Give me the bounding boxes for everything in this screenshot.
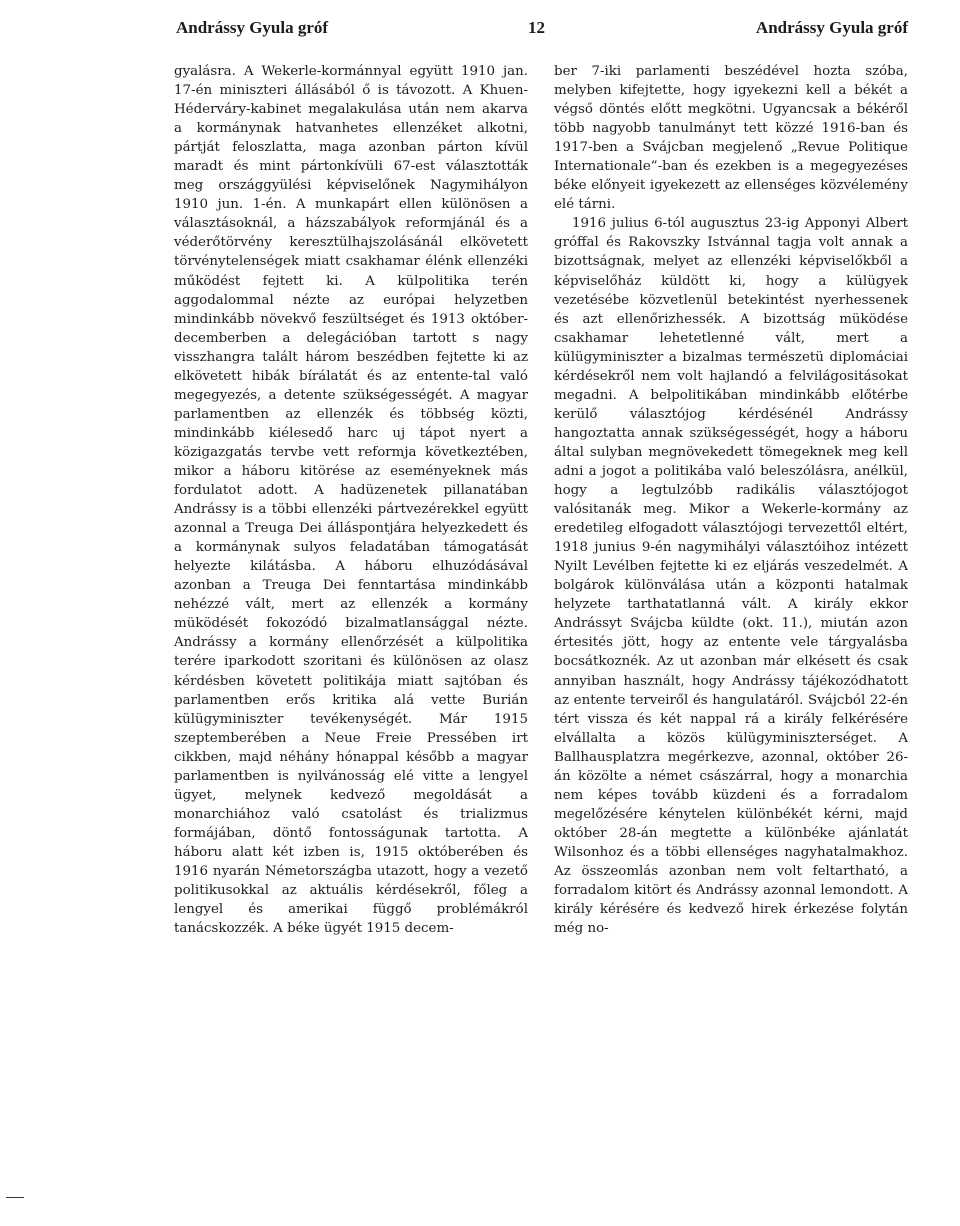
scan-artifact-mark <box>6 1197 24 1198</box>
left-column <box>174 62 528 1202</box>
header-left-title: Andrássy Gyula gróf <box>176 18 329 37</box>
running-header <box>0 18 960 44</box>
header-right-title: Andrássy Gyula gróf <box>755 18 908 37</box>
right-column <box>554 62 908 1202</box>
paragraph: ber 7-iki parlamenti beszédével hozta szóba, melyben kifejtette, hogy igyekezni kell a békét a végső döntés előtt megkötni. Ugyancsak a békéről több nagyobb tanulmányt tett közzé 1916-ban és 1917-ben a Svájcban megjelenő „Revue Politique Internationale”-ban és ezekben is a megegyezéses béke előnyeit igyekezett az ellenséges közvélemény elé tárni. <box>554 64 908 213</box>
paragraph: gyalásra. A Wekerle-kormánnyal együtt 1910 jan. 17-én miniszteri állásából ő is távozott. A Khuen-Héderváry-kabinet megalakulása után nem akarva a kormánynak hatvanhetes ellenzéket alkotni, pártját feloszlatta, maga azonban párton kívül maradt és mint pártonkívüli 67-est választották meg országgyülési képviselőnek Nagymihályon 1910 jun. 1-én. A munkapárt ellen különösen a választásoknál, a házszabályok reformjánál és a véderőtörvény keresztülhajszolásánál elkövetett törvénytelenségek miatt csakhamar élénk ellenzéki működést fejtett ki. A külpolitika terén aggodalommal nézte az európai helyzetben mindinkább növekvő feszültséget és 1913 október-decemberben a delegációban tartott s nagy visszhangra talált három beszédben fejtette ki az elkövetett hibák bírálatát és az entente-tal való megegyezés, a detente szükségességét. A magyar parlamentben az ellenzék és többség közti, mindinkább kiélesedő harc uj tápot nyert a közigazgatás tervbe vett reformja következtében, mikor a háboru kitörése az eseményeknek más fordulatot adott. A hadüzenetek pillanatában Andrássy is a többi ellenzéki pártvezérekkel együtt azonnal a Treuga Dei álláspontjára helyezkedett és a kormánynak sulyos feladatában támogatását helyezte kilátásba. A háboru elhuzódásával azonban a Treuga Dei fenntartása mindinkább nehézzé vált, mert az ellenzék a kormány müködését fokozódó bizalmatlansággal nézte. Andrássy a kormány ellenőrzését a külpolitika terére iparkodott szoritani és különösen az olasz kérdésben követett politikája miatt sajtóban és parlamentben erős kritika alá vette Burián külügyminiszter tevékenységét. Már 1915 szeptemberében a Neue Freie Pressében irt cikkben, majd néhány hónappal később a magyar parlamentben is nyilvánosság elé vitte a lengyel ügyet, melynek kedvező megoldását a monarchiához való csatolást és trializmus formájában, döntő fontosságunak tartotta. A háboru alatt két izben is, 1915 októberében és 1916 nyarán Németországba utazott, hogy a vezető politikusokkal az aktuális kérdésekről, főleg a lengyel és amerikai függő problémákról tanácskozzék. A béke ügyét 1915 decem- <box>174 64 528 937</box>
paragraph: 1916 julius 6-tól augusztus 23-ig Apponyi Albert gróffal és Rakovszky Istvánnal tagja volt annak a bizottságnak, melyet az ellenzéki képviselőkből a képviselőház küldött ki, hogy a külügyek vezetésébe közvetlenül betekintést nyerhessenek és azt ellenőrizhessék. A bizottság müködése csakhamar lehetetlenné vált, mert a külügyminiszter a bizalmas természetü diplomáciai kérdésekről nem volt hajlandó a felvilágositásokat megadni. A belpolitikában mindinkább előtérbe kerülő választójog kérdésénél Andrássy hangoztatta annak szükségességét, hogy a háboru által sulyban megnövekedett tömegeknek meg kell adni a jogot a politikába való beleszólásra, anélkül, hogy a legtulzóbb radikális választójogot valósitanák meg. Mikor a Wekerle-kormány az eredetileg elfogadott választójogi tervezettől eltért, 1918 junius 9-én nagymihályi választóihoz intézett Nyilt Levélben fejtette ki ez eljárás veszedelmét. A bolgárok különválása után a központi hatalmak helyzete tarthatatlanná vált. A király ekkor Andrássyt Svájcba küldte (okt. 11.), miután azon értesités jött, hogy az entente vele tárgyalásba bocsátkoznék. Az ut azonban már elkésett és csak annyiban használt, hogy Andrássy tájékozódhatott az entente terveiről és hangulatáról. Svájcból 22-én tért vissza és két nappal rá a király felkérésére elvállalta a közös külügyminiszterséget. A Ballhausplatzra megérkezve, azonnal, október 26-án közölte a német császárral, hogy a monarchia nem képes tovább küzdeni és a forradalom megelőzésére kénytelen különbékét kérni, majd október 28-án megtette a különbéke ajánlatát Wilsonhoz és a többi ellenséges nagyhatalmakhoz. Az összeomlás azonban nem volt feltartható, a forradalom kitört és Andrássy azonnal lemondott. A király kérésére és kedvező hirek érkezése folytán még no- <box>554 216 908 937</box>
page-number: 12 <box>528 18 545 37</box>
